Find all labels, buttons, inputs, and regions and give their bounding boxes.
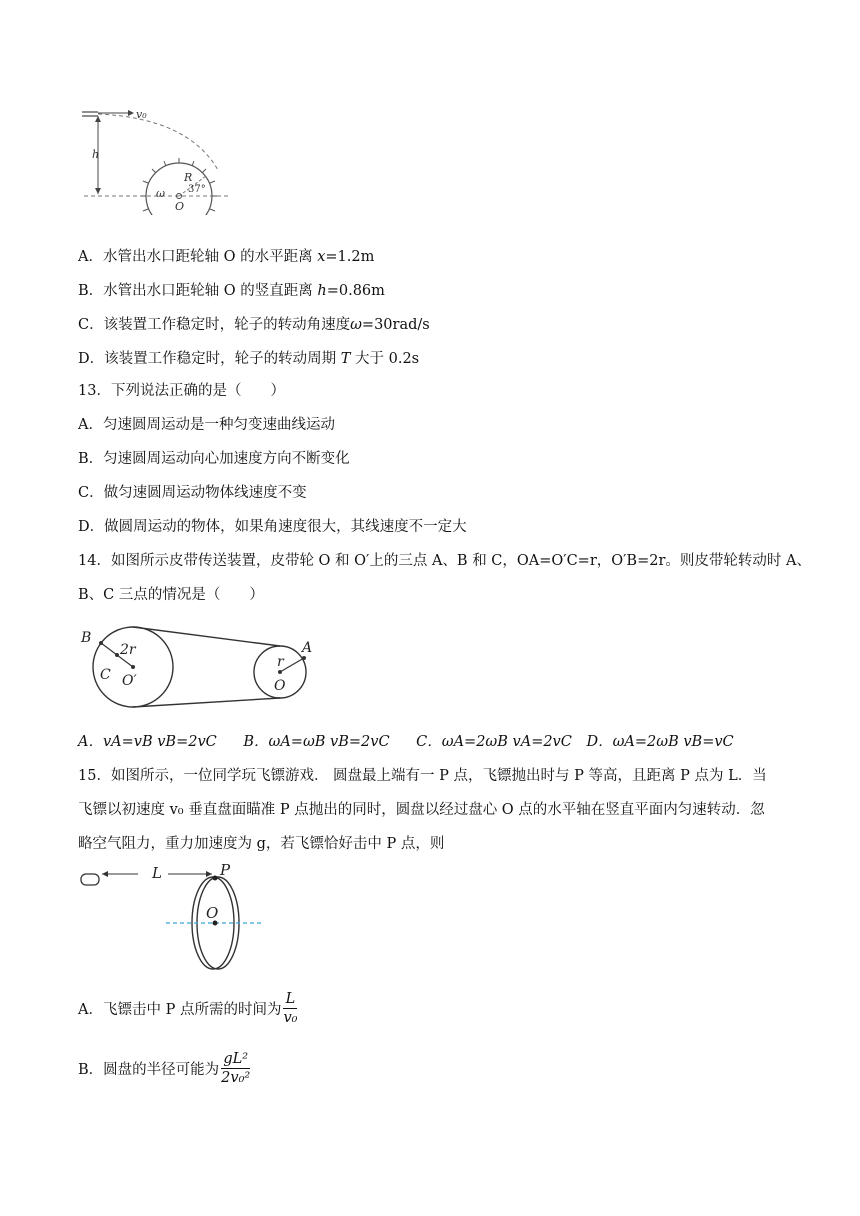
h-label: h [92,148,100,161]
q12-option-d-pre: D．该装置工作稳定时，轮子的转动周期 [78,351,341,367]
fraction-numerator: gL² [221,1050,250,1069]
fraction-denominator: v₀ [283,1010,298,1026]
v0-label: v₀ [136,108,147,121]
O-label-small: O [274,678,286,694]
q14-stem-line2: B、C 三点的情况是（ ） [78,587,264,603]
q12-option-d-var: T [340,351,351,367]
q12-option-b-pre: B．水管出水口距轮轴 O 的竖直距离 [78,283,318,299]
q12-option-c [78,315,430,335]
O-label-disc: O [206,904,219,922]
r-label: r [277,654,284,670]
angle-label: 37° [188,184,206,195]
q13-option-d: D．做圆周运动的物体，如果角速度很大，其线速度不一定大 [78,519,467,535]
q15-option-a [78,990,297,1027]
R-label: R [184,171,193,184]
q12-option-b [78,281,385,301]
q12-option-c-var: ω [350,317,362,333]
water-wheel-figure [78,100,238,215]
q12-option-a-post: =1.2m [325,249,375,265]
q13-option-b: B．匀速圆周运动向心加速度方向不断变化 [78,451,350,467]
q14-stem-line1: 14．如图所示皮带传送装置，皮带轮 O 和 O′上的三点 A、B 和 C，OA=O′C=r，O′B=2r。则皮带轮转动时 A、 [78,553,811,569]
q14-option-c: C．ωA=2ωB vA=2vC [416,734,572,750]
L-label: L [152,864,162,882]
q12-option-b-var: h [317,283,327,299]
q15-stem-line3: 略空气阻力，重力加速度为 g，若飞镖恰好击中 P 点，则 [78,836,445,852]
q14-option-a: A．vA=vB vB=2vC [78,734,217,750]
q14-option-d: D．ωA=2ωB vB=vC [586,734,734,750]
q15-stem-line1: 15．如图所示，一位同学玩飞镖游戏． 圆盘最上端有一 P 点，飞镖抛出时与 P 等高，且距离 P 点为 L．当 [78,768,767,784]
2r-label: 2r [120,642,136,658]
O-label: O [175,200,185,213]
q12-option-a [78,247,374,267]
fraction-numerator: L [283,990,297,1009]
q14-option-b: B．ωA=ωB vB=2vC [243,734,390,750]
q15-option-b-fraction [221,1050,250,1087]
q15-option-b [78,1050,250,1087]
q13-option-a: A．匀速圆周运动是一种匀变速曲线运动 [78,417,335,433]
q12-option-d [78,349,419,369]
q15-option-b-text: B．圆盘的半径可能为 [78,1062,220,1078]
O-prime-label: O′ [122,673,137,689]
q15-stem-line2: 飞镖以初速度 v₀ 垂直盘面瞄准 P 点抛出的同时，圆盘以经过盘心 O 点的水平轴在竖直平面内匀速转动．忽 [78,802,765,818]
q12-option-a-var: x [317,249,326,265]
q12-option-b-post: =0.86m [326,283,385,299]
q13-option-c: C．做匀速圆周运动物体线速度不变 [78,485,307,501]
P-label: P [220,861,231,879]
q12-option-d-post: 大于 0.2s [350,351,420,367]
B-label: B [81,630,92,646]
q13-stem: 13．下列说法正确的是（ ） [78,383,285,399]
q14-options [78,732,734,752]
A-label: A [302,640,313,656]
q15-option-a-fraction [283,990,297,1027]
fraction-denominator: 2v₀² [221,1070,251,1086]
q12-option-c-post: =30rad/s [361,317,430,333]
C-label: C [100,667,111,683]
omega-label: ω [156,187,165,200]
q12-option-c-pre: C．该装置工作稳定时，轮子的转动角速度 [78,317,351,333]
q15-option-a-text: A．飞镖击中 P 点所需的时间为 [78,1002,282,1018]
belt-pulley-figure [78,622,318,712]
q12-option-a-pre: A．水管出水口距轮轴 O 的水平距离 [78,249,318,265]
dart-disc-figure [78,858,268,973]
